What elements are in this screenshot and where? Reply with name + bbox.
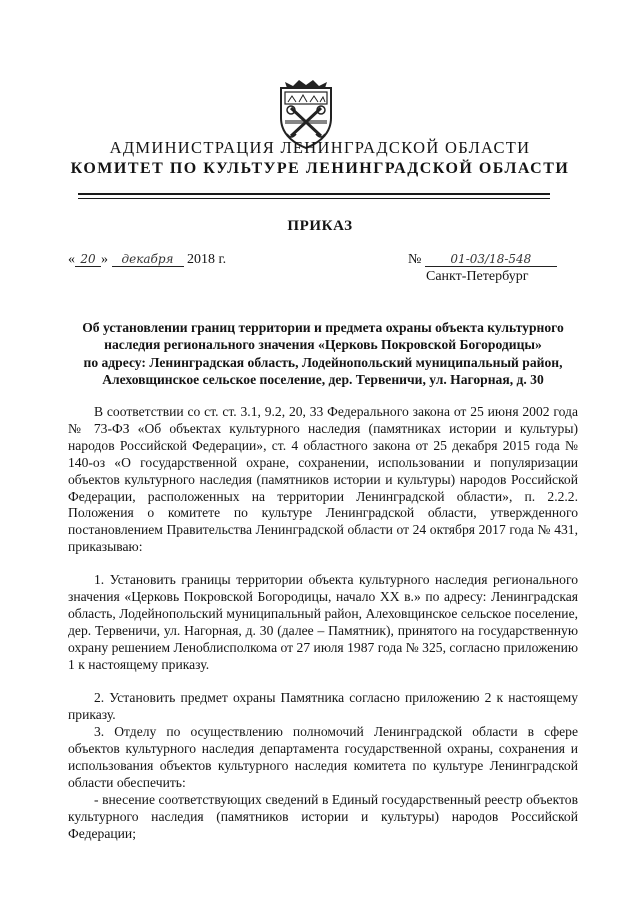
preamble-paragraph: В соответствии со ст. ст. 3.1, 9.2, 20, 33 Федерального закона от 25 июня 2002 года № 73-ФЗ «Об объектах культурного наследия (памятниках истории и культуры) народов Российской Федерации», ст. 4 областного закона от 25 декабря 2015 года № 140-оз «О государственной охране, сохранении, использовании и популяризации объектов культурного наследия (памятников истории и культуры) народов Российской Федерации, расположенных на территории Ленинградской области», п. 2.2.2. Положения о комитете по культуре Ленинградской области, утвержденного постановлением Правительства Ленинградской области от 24 октября 2017 года № 431, приказываю: <box>68 404 578 555</box>
date-month: декабря <box>112 252 184 267</box>
document-city: Санкт-Петербург <box>426 269 529 284</box>
order-item-3-bullet: - внесение соответствующих сведений в Единый государственный реестр объектов культурного наследия (памятников истории и культуры) народов Российской Федерации; <box>68 792 578 841</box>
title-line: Об установлении границ территории и предмета охраны объекта культурного <box>82 320 564 335</box>
date-quote-open: « <box>68 252 75 267</box>
number-label: № <box>408 252 422 267</box>
title-line: наследия регионального значения «Церковь Покровской Богородицы» <box>104 337 542 353</box>
date-day: 20 <box>75 252 101 267</box>
title-line: Алеховщинское сельское поселение, дер. Тервеничи, ул. Нагорная, д. 30 <box>102 372 544 388</box>
order-item-2: 2. Установить предмет охраны Памятника согласно приложению 2 к настоящему приказу. <box>68 690 578 722</box>
order-item-3: 3. Отделу по осуществлению полномочий Ленинградской области в сфере объектов культурного наследия департамента государственной охраны, сохранения и использования объектов культурного наследия комитета по культуре Ленинградской области обеспечить: <box>68 724 578 790</box>
organization-name: АДМИНИСТРАЦИЯ ЛЕНИНГРАДСКОЙ ОБЛАСТИ <box>109 138 531 157</box>
document-title <box>68 319 578 389</box>
header-divider-thin <box>78 198 550 199</box>
committee-name: КОМИТЕТ ПО КУЛЬТУРЕ ЛЕНИНГРАДСКОЙ ОБЛАСТИ <box>70 160 570 177</box>
document-type: ПРИКАЗ <box>287 218 353 234</box>
date-quote-close: » <box>101 252 108 267</box>
header-divider-thick <box>78 193 550 195</box>
date-year: 2018 г. <box>187 252 227 267</box>
title-line: по адресу: Ленинградская область, Лодейнопольский муниципальный район, <box>83 354 563 370</box>
document-number <box>408 252 557 268</box>
order-item-1: 1. Установить границы территории объекта культурного наследия регионального значения «Церковь Покровской Богородицы, начало XX в.» по адресу: Ленинградская область, Лодейнопольский муниципальный район, Алеховщинское сельское поселение, дер. Тервеничи, ул. Нагорная, д. 30 (далее – Памятник), принятого на государственную охрану решением Леноблисполкома от 27 июля 1987 года № 325, согласно приложению 1 к настоящему приказу. <box>68 572 578 672</box>
document-date <box>68 252 226 268</box>
number-value: 01-03/18-548 <box>425 252 557 267</box>
